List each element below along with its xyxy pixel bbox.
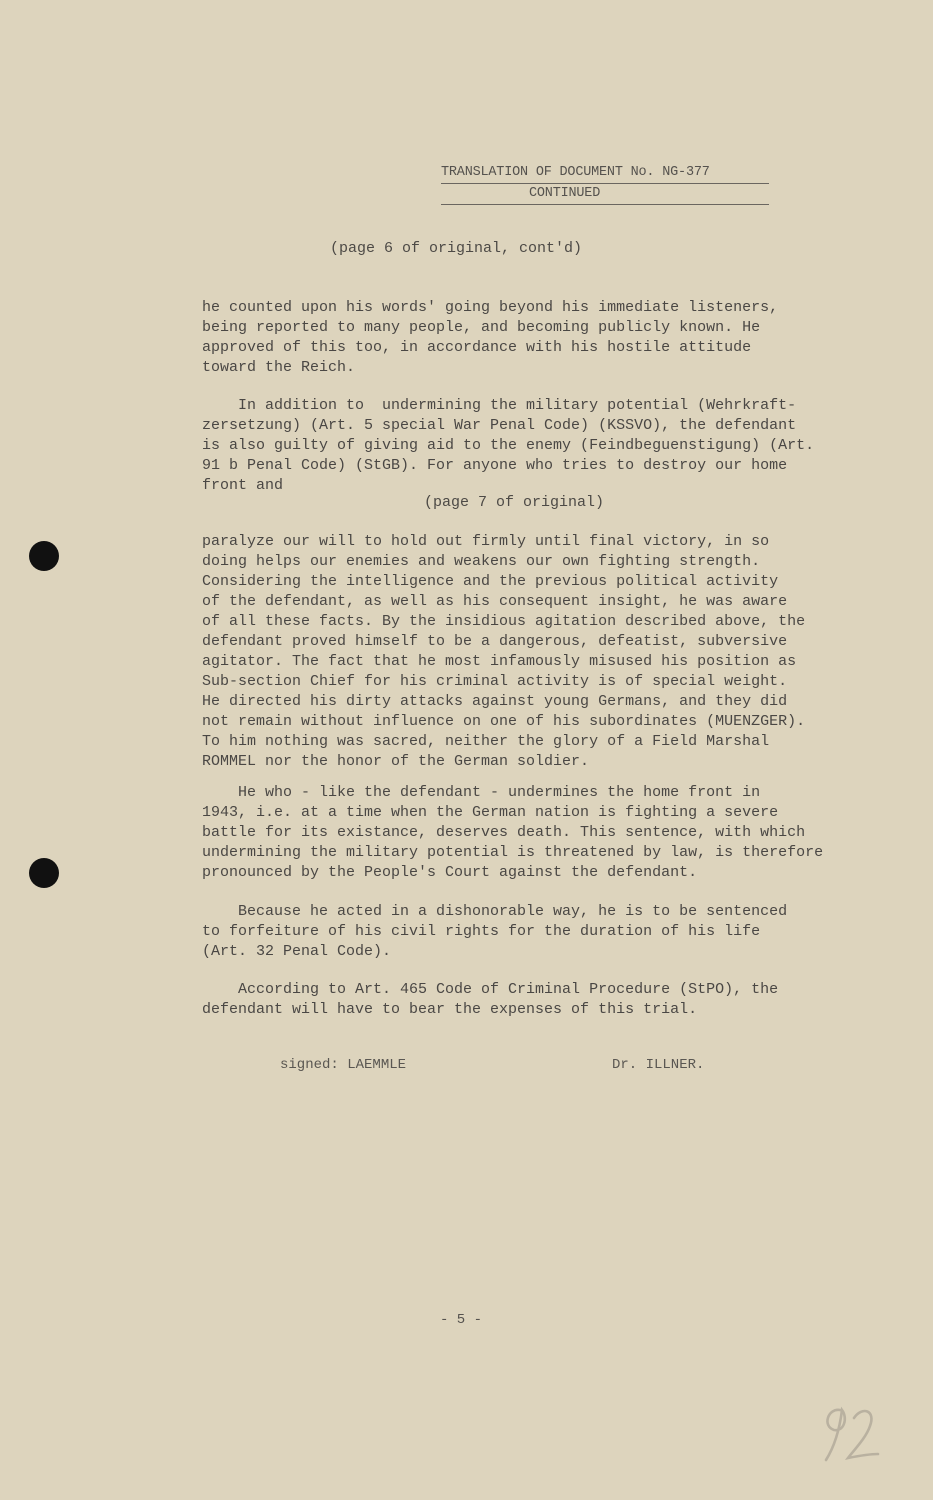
text-line: He who - like the defendant - undermines the home front in	[202, 784, 761, 801]
text-line: not remain without influence on one of his subordinates (MUENZGER).	[202, 713, 806, 730]
text-line: pronounced by the People's Court against the defendant.	[202, 864, 698, 881]
header-title: TRANSLATION OF DOCUMENT No. NG-377	[441, 163, 769, 184]
text-line: toward the Reich.	[202, 359, 356, 376]
punch-hole-top	[29, 541, 59, 571]
text-line: To him nothing was sacred, neither the glory of a Field Marshal	[202, 733, 770, 750]
text-line: According to Art. 465 Code of Criminal Procedure (StPO), the	[202, 981, 779, 998]
text-line: agitator. The fact that he most infamously misused his position as	[202, 653, 797, 670]
page-ref-top: (page 6 of original, cont'd)	[330, 240, 583, 257]
signature-illner: Dr. ILLNER.	[612, 1057, 705, 1073]
text-line: undermining the military potential is threatened by law, is therefore	[202, 844, 824, 861]
punch-hole-bottom	[29, 858, 59, 888]
text-line: front and	[202, 477, 284, 494]
page-ref-middle: (page 7 of original)	[424, 494, 605, 511]
text-line: he counted upon his words' going beyond his immediate listeners,	[202, 299, 779, 316]
text-line: approved of this too, in accordance with his hostile attitude	[202, 339, 752, 356]
text-line: He directed his dirty attacks against young Germans, and they did	[202, 693, 788, 710]
paragraph-5	[202, 902, 862, 962]
text-line: Sub-section Chief for his criminal activity is of special weight.	[202, 673, 788, 690]
text-line: being reported to many people, and becoming publicly known. He	[202, 319, 761, 336]
text-line: (Art. 32 Penal Code).	[202, 943, 392, 960]
paragraph-1	[202, 298, 862, 378]
text-line: In addition to undermining the military potential (Wehrkraft-	[202, 397, 797, 414]
paragraph-4	[202, 783, 862, 883]
text-line: zersetzung) (Art. 5 special War Penal Code) (KSSVO), the defendant	[202, 417, 797, 434]
text-line: battle for its existance, deserves death. This sentence, with which	[202, 824, 806, 841]
text-line: doing helps our enemies and weakens our own fighting strength.	[202, 553, 761, 570]
paragraph-3	[202, 532, 862, 772]
text-line: to forfeiture of his civil rights for the duration of his life	[202, 923, 761, 940]
text-line: Because he acted in a dishonorable way, he is to be sentenced	[202, 903, 788, 920]
text-line: 1943, i.e. at a time when the German nation is fighting a severe	[202, 804, 779, 821]
paragraph-2	[202, 396, 862, 496]
text-line: 91 b Penal Code) (StGB). For anyone who tries to destroy our home	[202, 457, 788, 474]
text-line: defendant proved himself to be a dangerous, defeatist, subversive	[202, 633, 788, 650]
text-line: of the defendant, as well as his consequent insight, he was aware	[202, 593, 788, 610]
page-number: - 5 -	[440, 1312, 483, 1328]
document-header	[441, 163, 769, 205]
text-line: defendant will have to bear the expenses of this trial.	[202, 1001, 698, 1018]
text-line: paralyze our will to hold out firmly until final victory, in so	[202, 533, 770, 550]
text-line: of all these facts. By the insidious agitation described above, the	[202, 613, 806, 630]
text-line: Considering the intelligence and the previous political activity	[202, 573, 779, 590]
text-line: is also guilty of giving aid to the enemy (Feindbeguenstigung) (Art.	[202, 437, 815, 454]
signature-laemmle: signed: LAEMMLE	[280, 1057, 407, 1073]
header-continued: CONTINUED	[441, 184, 769, 205]
paragraph-6	[202, 980, 862, 1020]
text-line: ROMMEL nor the honor of the German soldier.	[202, 753, 590, 770]
handwritten-page-number	[810, 1392, 890, 1472]
